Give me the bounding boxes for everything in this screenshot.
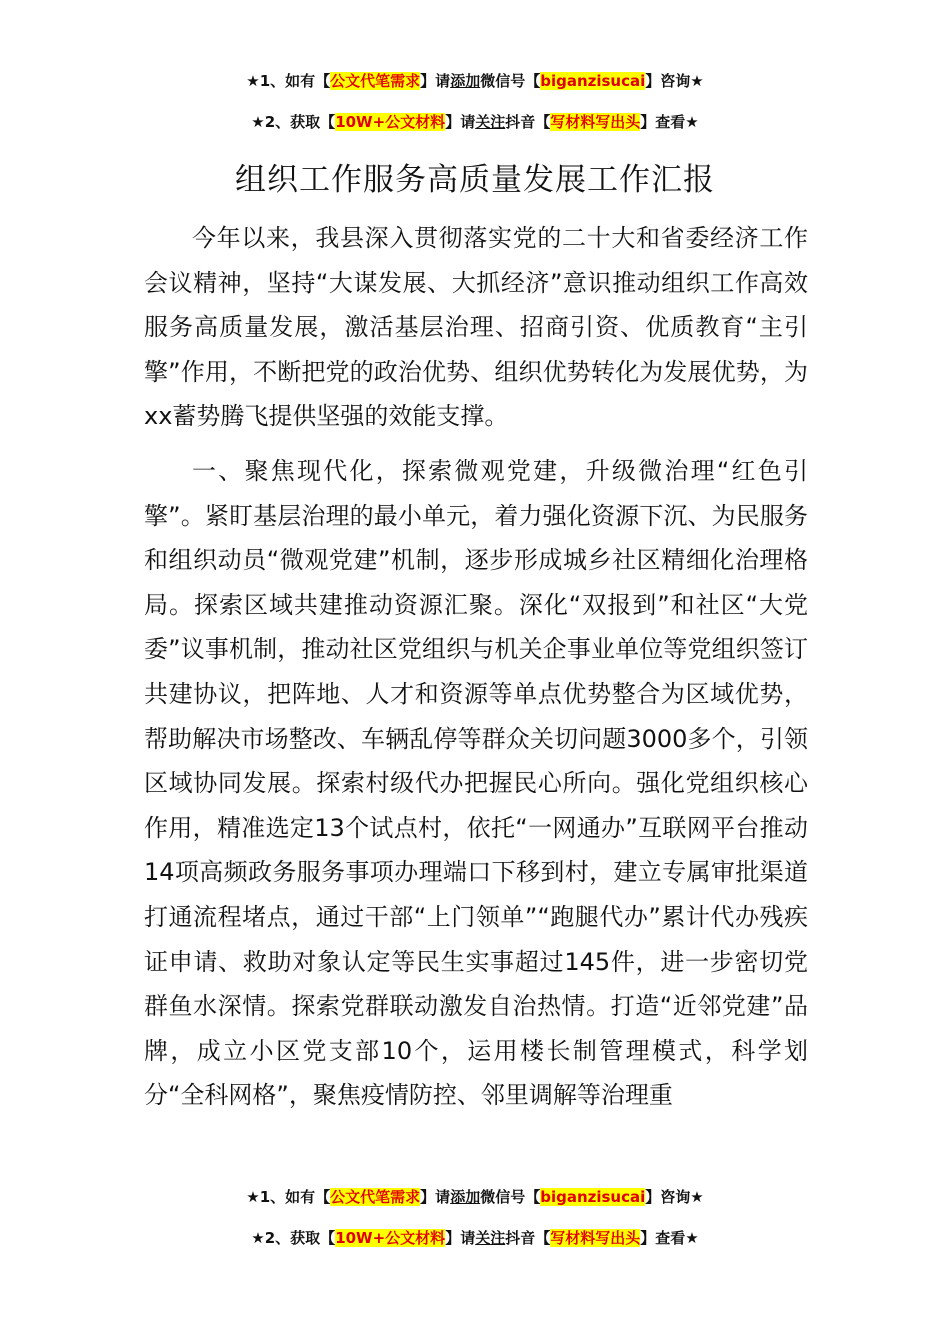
footer-line2-prefix: ★2、获取【: [251, 1229, 336, 1247]
header-line2-highlight-materials: 10W+公文材料: [335, 113, 446, 131]
header-banner-line-1: [0, 70, 950, 92]
footer-line2-douyin-account[interactable]: 写材料写出头: [550, 1229, 641, 1247]
footer-line2-douyin-label: 抖音【: [505, 1229, 551, 1247]
paragraph-intro: 今年以来，我县深入贯彻落实党的二十大和省委经济工作会议精神，坚持“大谋发展、大抓经济”意识推动组织工作高效服务高质量发展，激活基层治理、招商引资、优质教育“主引擎”作用，不断把党的政治优势、组织优势转化为发展优势，为xx蓄势腾飞提供坚强的效能支撑。: [144, 224, 808, 431]
footer-line1-add: 添加: [450, 1188, 481, 1206]
header-line2-douyin-label: 抖音【: [505, 113, 551, 131]
header-line2-prefix: ★2、获取【: [251, 113, 336, 131]
header-line1-mid: 】请: [420, 72, 451, 90]
footer-line1-mid: 】请: [420, 1188, 451, 1206]
header-line2-mid: 】请: [445, 113, 476, 131]
footer-line2-highlight-materials: 10W+公文材料: [335, 1229, 446, 1247]
footer-line1-prefix: ★1、如有【: [246, 1188, 331, 1206]
footer-line1-wechat-label: 微信号【: [480, 1188, 541, 1206]
footer-line2-suffix: 】查看★: [640, 1229, 699, 1247]
header-line1-add: 添加: [450, 72, 481, 90]
footer-line1-suffix: 】咨询★: [645, 1188, 704, 1206]
header-line1-highlight-service: 公文代笔需求: [330, 72, 421, 90]
footer-line1-wechat-id[interactable]: biganzisucai: [540, 1188, 646, 1206]
header-line1-wechat-label: 微信号【: [480, 72, 541, 90]
footer-line1-highlight-service: 公文代笔需求: [330, 1188, 421, 1206]
header-line1-suffix: 】咨询★: [645, 72, 704, 90]
header-line2-douyin-account[interactable]: 写材料写出头: [550, 113, 641, 131]
header-line1-prefix: ★1、如有【: [246, 72, 331, 90]
paragraph-section-1: 一、聚焦现代化，探索微观党建，升级微治理“红色引擎”。紧盯基层治理的最小单元，着力强化资源下沉、为民服务和组织动员“微观党建”机制，逐步形成城乡社区精细化治理格局。探索区域共建推动资源汇聚。深化“双报到”和社区“大党委”议事机制，推动社区党组织与机关企事业单位等党组织签订共建协议，把阵地、人才和资源等单点优势整合为区域优势，帮助解决市场整改、车辆乱停等群众关切问题3000多个，引领区域协同发展。探索村级代办把握民心所向。强化党组织核心作用，精准选定13个试点村，依托“一网通办”互联网平台推动14项高频政务服务事项办理端口下移到村，建立专属审批渠道打通流程堵点，通过干部“上门领单”“跑腿代办”累计代办残疾证申请、救助对象认定等民生实事超过145件，进一步密切党群鱼水深情。探索党群联动激发自治热情。打造“近邻党建”品牌，成立小区党支部10个，运用楼长制管理模式，科学划分“全科网格”，聚焦疫情防控、邻里调解等治理重: [144, 457, 808, 1110]
header-line2-suffix: 】查看★: [640, 113, 699, 131]
footer-banner-line-1: [0, 1186, 950, 1208]
header-line1-wechat-id[interactable]: biganzisucai: [540, 72, 646, 90]
footer-line2-follow: 关注: [475, 1229, 506, 1247]
header-banner-line-2: [0, 111, 950, 133]
document-title: 组织工作服务高质量发展工作汇报: [235, 162, 715, 198]
footer-banner-line-2: [0, 1227, 950, 1249]
header-line2-follow: 关注: [475, 113, 506, 131]
footer-line2-mid: 】请: [445, 1229, 476, 1247]
